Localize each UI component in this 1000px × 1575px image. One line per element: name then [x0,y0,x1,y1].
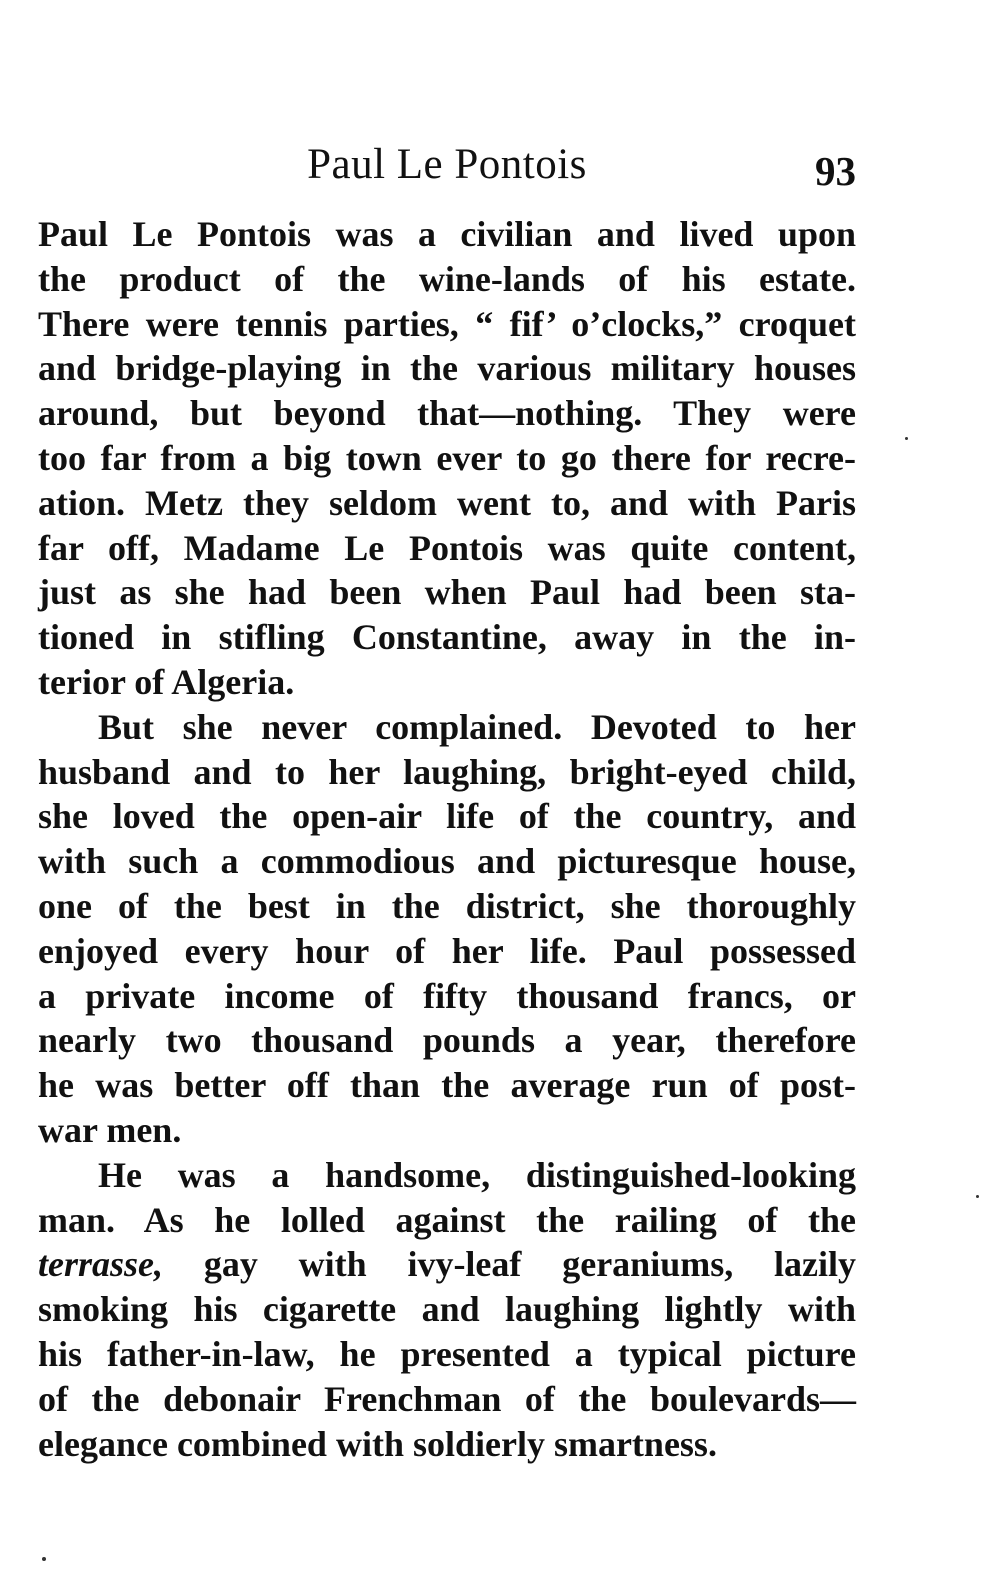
text-line: far off, Madame Le Pontois was quite content, [38,527,856,568]
paragraph-2 [38,705,856,1153]
text-line: of the debonair Frenchman of the boulevards— [38,1378,856,1419]
text-line: terior of Algeria. [38,661,295,702]
text-line: he was better off than the average run of post- [38,1065,856,1106]
body-text [38,212,856,1466]
paragraph-1 [38,212,856,705]
page-number: 93 [815,148,856,194]
scan-speck [42,1557,46,1561]
text-line: He was a handsome, distinguished-looking [98,1154,856,1195]
text-line: around, but beyond that—nothing. They were [38,393,856,434]
text-line: smoking his cigarette and laughing lightly with [38,1289,856,1330]
text-line: man. As he lolled against the railing of the [38,1199,856,1240]
text-line: she loved the open-air life of the country, and [38,796,856,837]
text-line: elegance combined with soldierly smartness. [38,1423,717,1464]
text-line: with such a commodious and picturesque house, [38,841,856,882]
text-line-with-italic [38,1242,856,1287]
text-line: ation. Metz they seldom went to, and with Paris [38,482,856,523]
text-fragment: gay with ivy-leaf geraniums, lazily [203,1244,857,1285]
page-header [38,138,856,192]
text-line: too far from a big town ever to go there for recre- [38,437,856,478]
text-line: husband and to her laughing, bright-eyed child, [38,751,856,792]
text-line: one of the best in the district, she thoroughly [38,885,856,926]
text-line: tioned in stifling Constantine, away in the in- [38,617,856,658]
text-line: and bridge-playing in the various military houses [38,348,856,389]
text-line: war men. [38,1109,182,1150]
text-line: a private income of fifty thousand francs, or [38,975,856,1016]
text-line: There were tennis parties, “ fif’ o’clocks,” croquet [38,303,856,344]
text-line: Paul Le Pontois was a civilian and lived upon [38,214,856,254]
text-line: enjoyed every hour of her life. Paul possessed [38,930,856,971]
italic-word: terrasse, [38,1244,163,1285]
text-line: just as she had been when Paul had been sta- [38,572,856,613]
text-line: But she never complained. Devoted to her [98,706,856,747]
text-line: his father-in-law, he presented a typical picture [38,1333,856,1374]
text-line: nearly two thousand pounds a year, therefore [38,1020,856,1061]
running-title: Paul Le Pontois [307,141,587,188]
paragraph-3 [38,1153,856,1467]
scan-speck [905,437,908,440]
text-line: the product of the wine-lands of his estate. [38,258,856,299]
scan-speck [976,1195,979,1198]
